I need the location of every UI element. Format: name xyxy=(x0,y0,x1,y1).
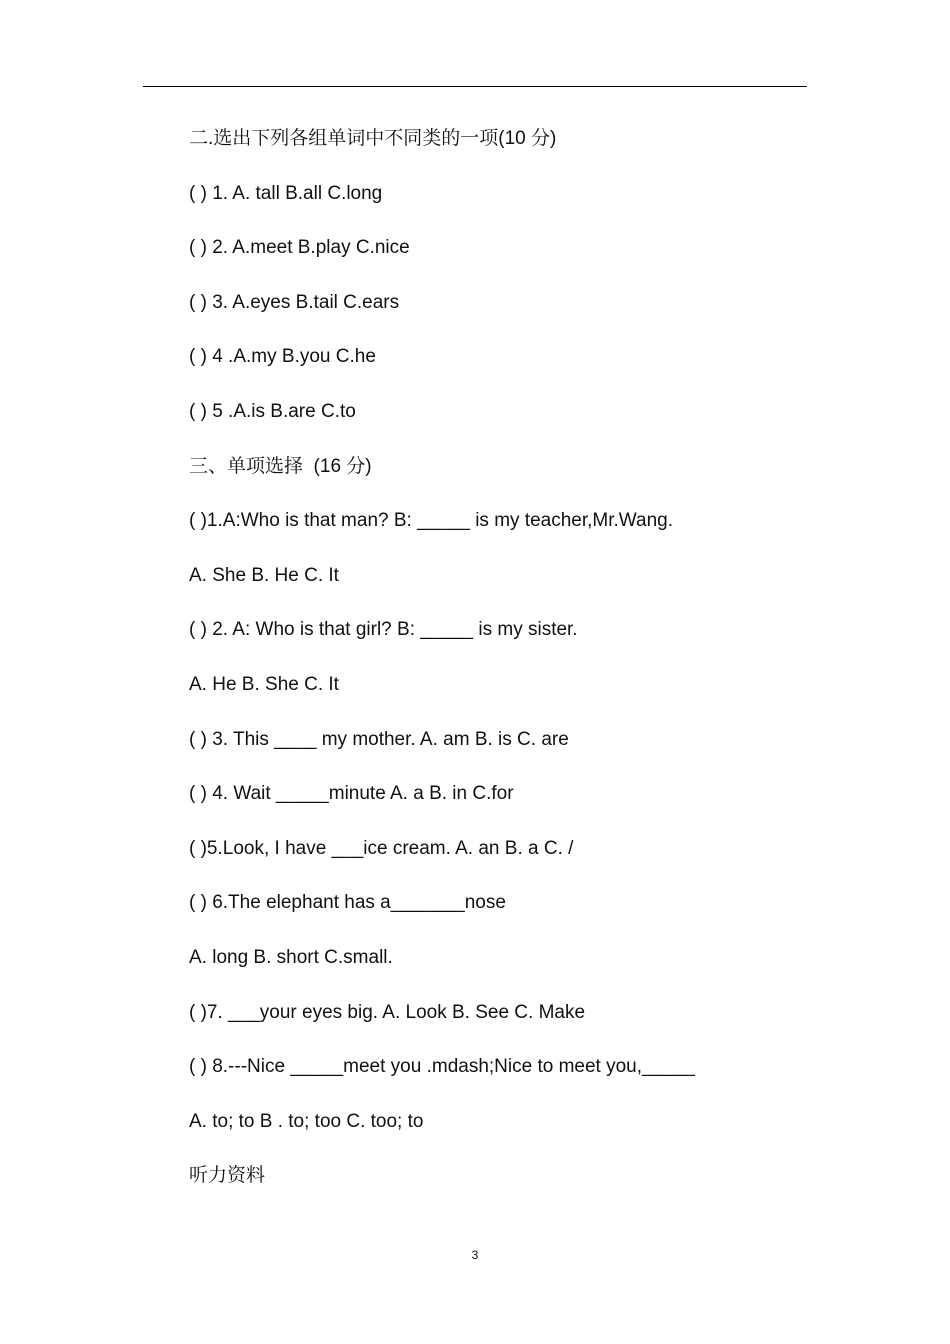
document-body xyxy=(189,125,829,1217)
question-line: ( )7. ___your eyes big. A. Look B. See C. Make xyxy=(189,1001,586,1023)
question-line: ( ) 1. A. tall B.all C.long xyxy=(189,182,383,204)
question-line: ( ) 4 .A.my B.you C.he xyxy=(189,346,376,368)
question-line: ( ) 3. A.eyes B.tail C.ears xyxy=(189,291,400,313)
answer-options-line: A. He B. She C. It xyxy=(189,673,339,695)
question-line: ( ) 2. A: Who is that girl? B: _____ is my sister. xyxy=(189,619,578,641)
header-rule xyxy=(143,86,807,87)
section-heading-listening: 听力资料 xyxy=(189,1165,266,1187)
question-line: ( )5.Look, I have ___ice cream. A. an B. a C. / xyxy=(189,837,574,859)
question-line: ( ) 5 .A.is B.are C.to xyxy=(189,400,356,422)
question-line: ( )1.A:Who is that man? B: _____ is my teacher,Mr.Wang. xyxy=(189,510,673,532)
question-line: ( ) 4. Wait _____minute A. a B. in C.for xyxy=(189,783,514,805)
question-line: ( ) 2. A.meet B.play C.nice xyxy=(189,237,410,259)
question-line: ( ) 8.---Nice _____meet you .mdash;Nice to meet you,_____ xyxy=(189,1056,695,1078)
page-number: 3 xyxy=(471,1248,479,1262)
answer-options-line: A. to; to B . to; too C. too; to xyxy=(189,1110,424,1132)
section-heading-2: 二.选出下列各组单词中不同类的一项(10 分) xyxy=(189,128,557,149)
question-line: ( ) 6.The elephant has a_______nose xyxy=(189,892,506,914)
answer-options-line: A. She B. He C. It xyxy=(189,564,339,586)
answer-options-line: A. long B. short C.small. xyxy=(189,946,393,968)
section-heading-3: 三、单项选择 (16 分) xyxy=(189,455,372,477)
question-line: ( ) 3. This ____ my mother. A. am B. is C. are xyxy=(189,728,569,750)
